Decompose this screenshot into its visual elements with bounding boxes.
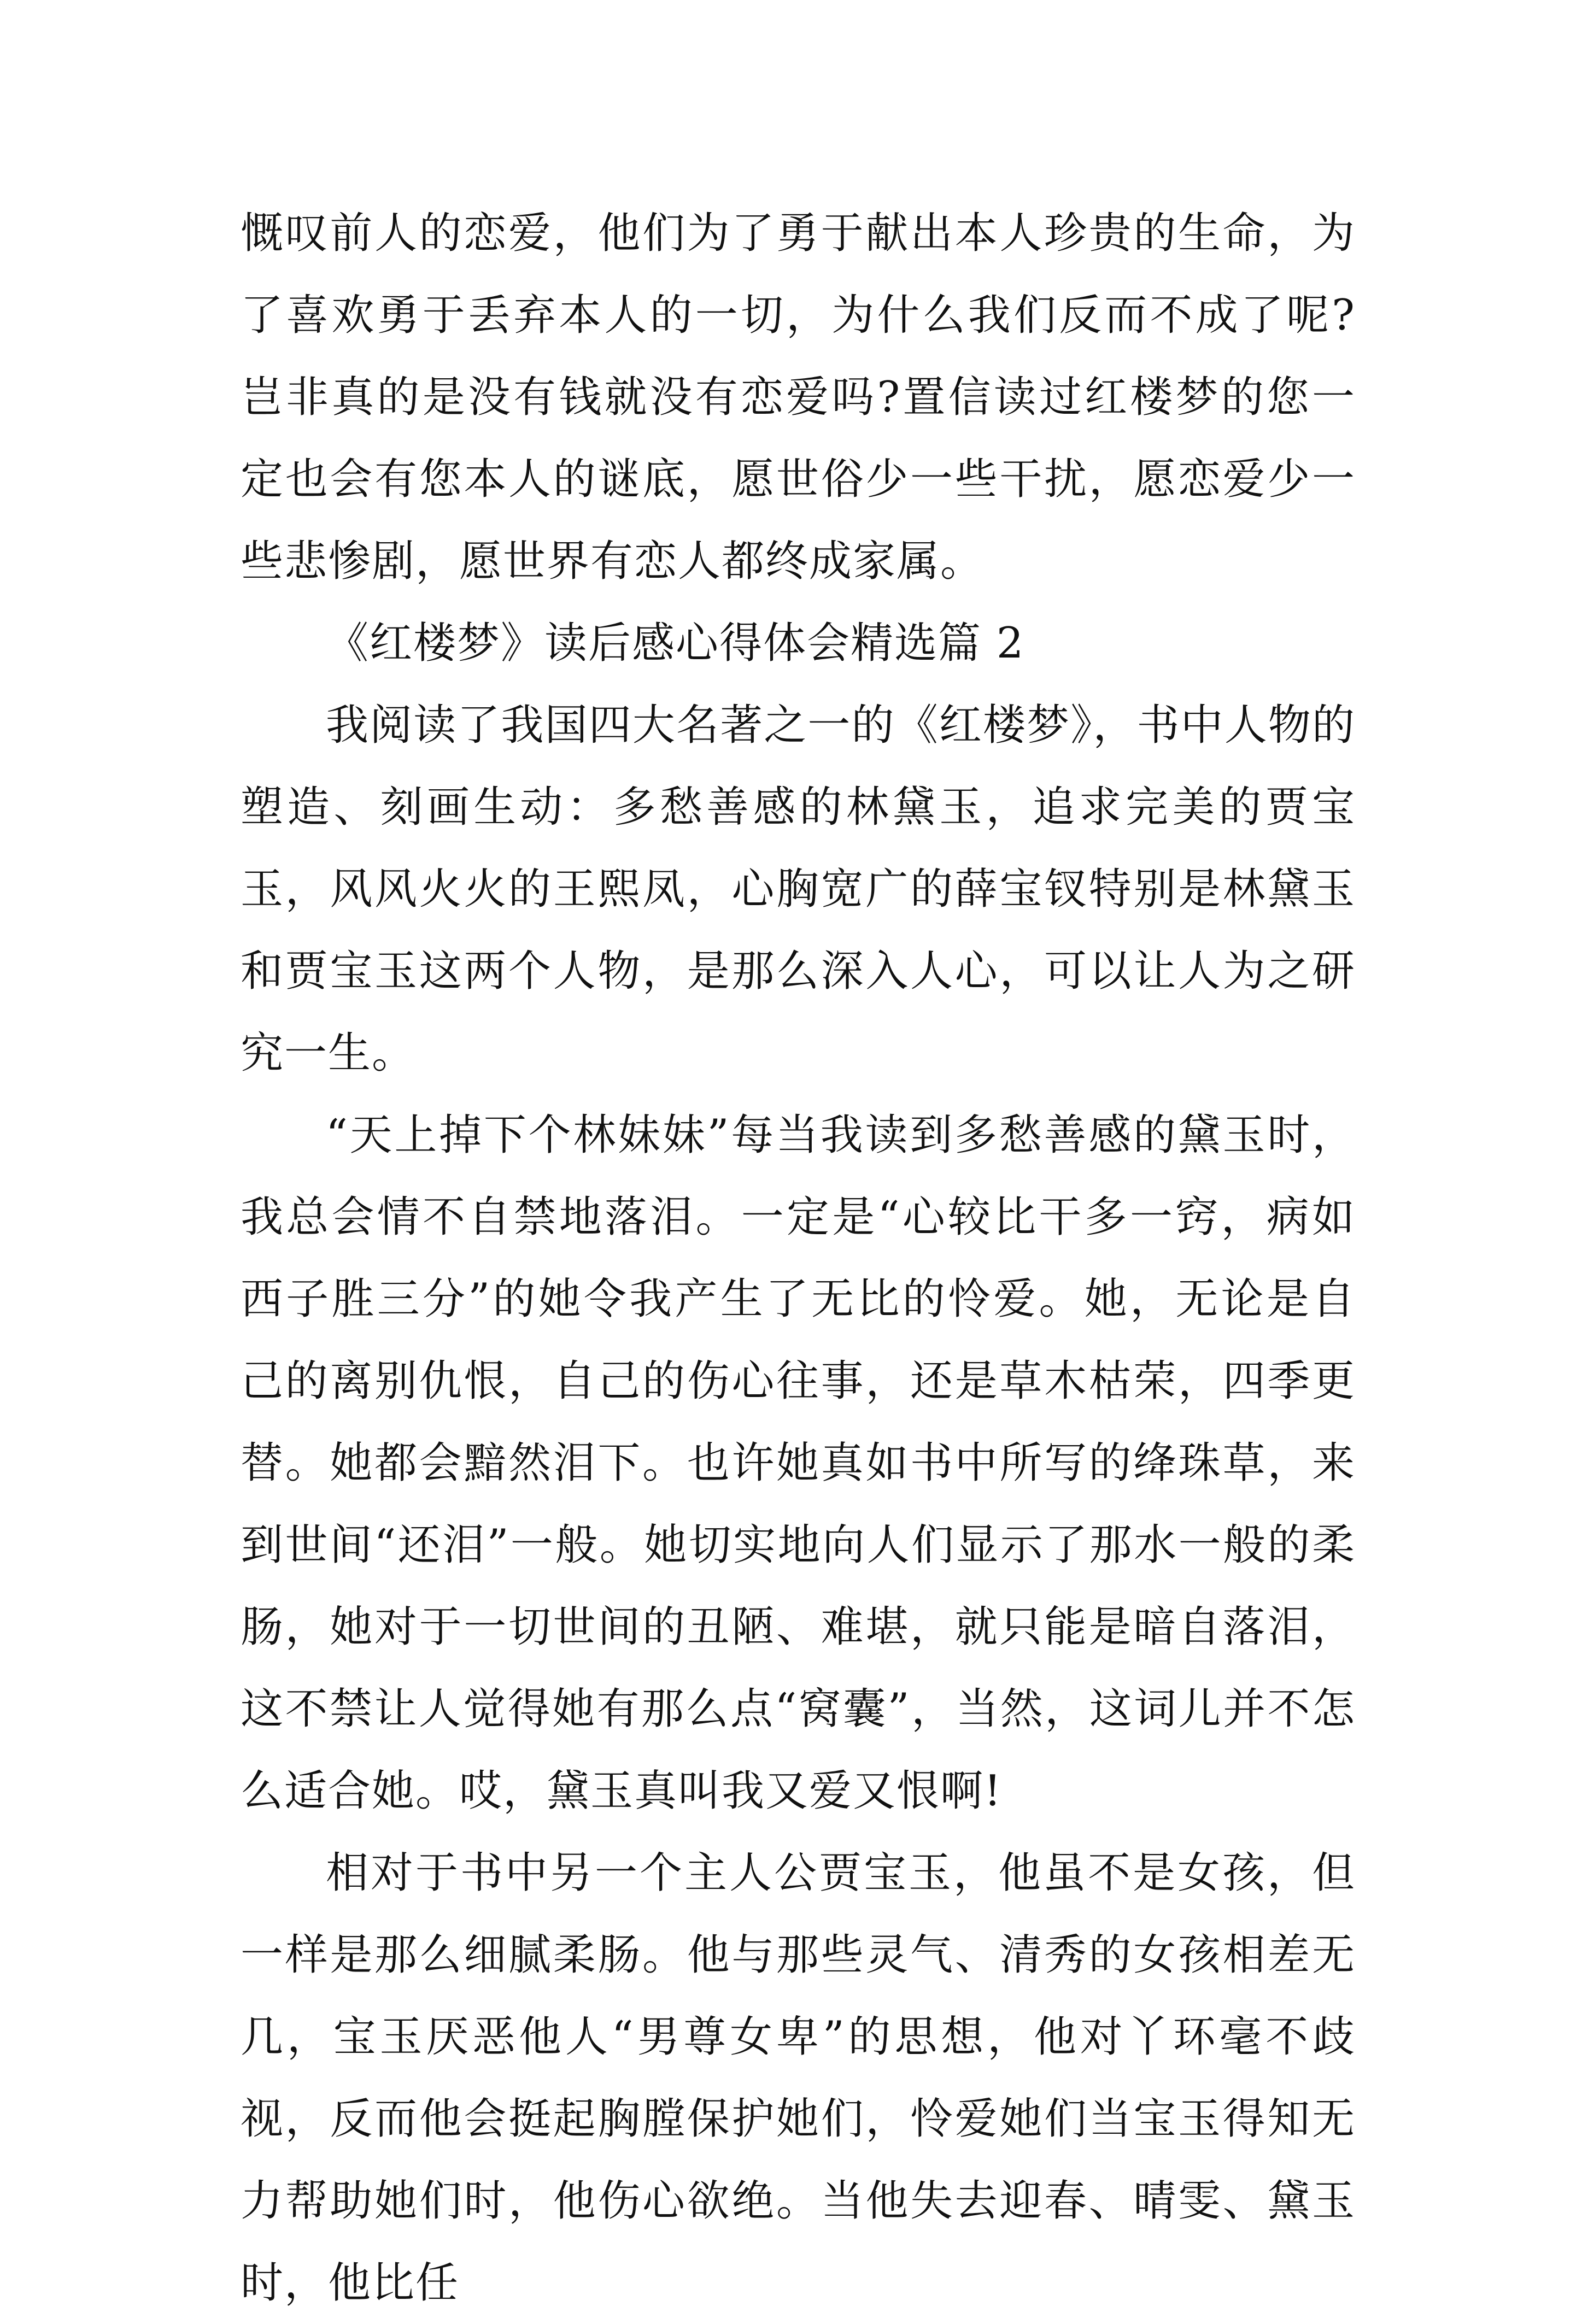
section-heading: 《红楼梦》读后感心得体会精选篇 2 <box>326 619 1025 668</box>
paragraph-continuation: 慨叹前人的恋爱，他们为了勇于献出本人珍贵的生命，为了喜欢勇于丢弃本人的一切，为什么我们反而不成了呢?岂非真的是没有钱就没有恋爱吗?置信读过红楼梦的您一定也会有您本人的谜底，愿世俗少一些干扰，愿恋爱少一些悲惨剧，愿世界有恋人都终成家属。 <box>241 209 1356 586</box>
paragraph: 我阅读了我国四大名著之一的《红楼梦》，书中人物的塑造、刻画生动：多愁善感的林黛玉，追求完美的贾宝玉，风风火火的王熙凤，心胸宽广的薛宝钗特别是林黛玉和贾宝玉这两个人物，是那么深入人心，可以让人为之研究一生。 <box>241 701 1356 1078</box>
document-body <box>241 192 1356 2324</box>
paragraph: “天上掉下个林妹妹”每当我读到多愁善感的黛玉时，我总会情不自禁地落泪。一定是“心较比干多一窍，病如西子胜三分”的她令我产生了无比的怜爱。她，无论是自己的离别仇恨，自己的伤心往事，还是草木枯荣，四季更替。她都会黯然泪下。也许她真如书中所写的绛珠草，来到世间“还泪”一般。她切实地向人们显示了那水一般的柔肠，她对于一切世间的丑陋、难堪，就只能是暗自落泪，这不禁让人觉得她有那么点“窝囊”，当然，这词儿并不怎么适合她。哎，黛玉真叫我又爱又恨啊! <box>241 1111 1356 1816</box>
paragraph: 相对于书中另一个主人公贾宝玉，他虽不是女孩，但一样是那么细腻柔肠。他与那些灵气、清秀的女孩相差无几，宝玉厌恶他人“男尊女卑”的思想，他对丫环毫不歧视，反而他会挺起胸膛保护她们，怜爱她们当宝玉得知无力帮助她们时，他伤心欲绝。当他失去迎春、晴雯、黛玉时，他比任 <box>241 1848 1356 2308</box>
